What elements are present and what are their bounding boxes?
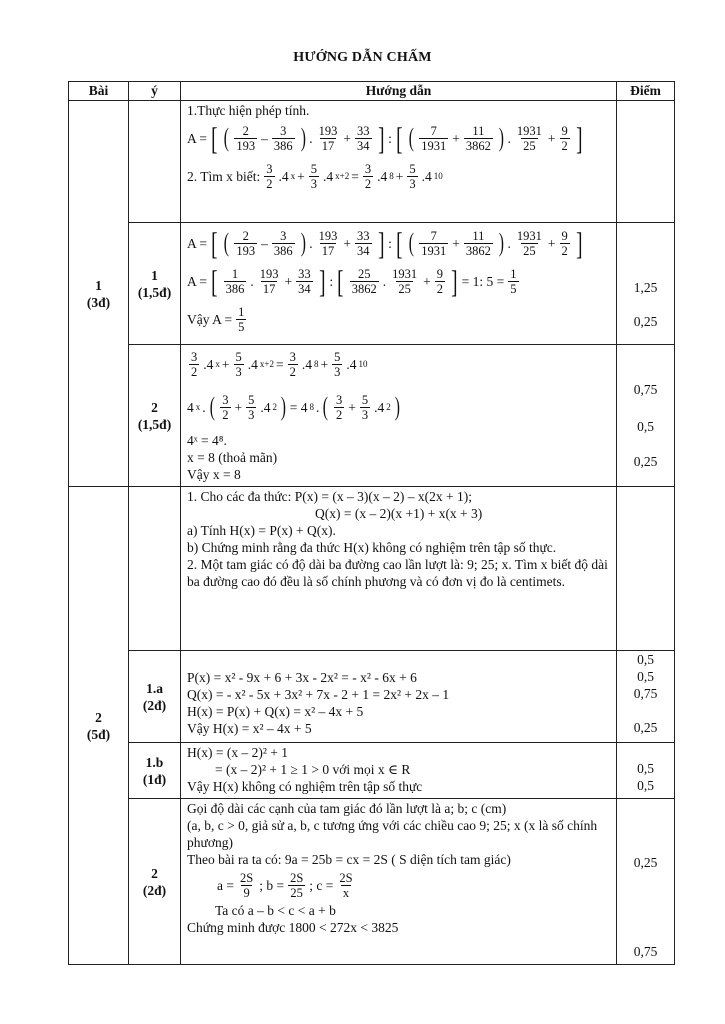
table-row <box>69 345 675 487</box>
guide-line: P(x) = x² - 9x + 6 + 3x - 2x² = - x² - 6x + 6 <box>187 670 417 685</box>
bai-points: (5đ) <box>86 726 111 742</box>
score-value: 0,75 <box>633 382 658 397</box>
y-1b-cell <box>129 743 181 799</box>
formula-label: A = <box>187 235 207 251</box>
y-1-cell <box>129 223 181 345</box>
y-points: (1đ) <box>142 771 167 787</box>
guide-line: Q(x) = - x² - 5x + 3x² + 7x - 2 + 1 = 2x² + 2x – 1 <box>187 687 450 702</box>
table-header-row <box>69 82 675 101</box>
guide-line: Ta có a – b < c < a + b <box>215 903 336 918</box>
score-value: 0,5 <box>637 778 654 793</box>
score-value: 0,25 <box>633 720 658 735</box>
guide-line: Gọi độ dài các cạnh của tam giác đó lần lượt là a; b; c (cm) <box>187 801 507 816</box>
guide-line: Vậy H(x) = x² – 4x + 5 <box>187 721 312 736</box>
guide-cell <box>181 345 617 487</box>
guide-line: 4ˣ = 4⁸. <box>187 433 227 448</box>
formula-A-simplified: A = [ $\frac{1}{386}$ . $\frac{193}{17}$ + $\frac{33}{34}$ ] : [ $\frac{25}{3862}$ . $\frac{1931}{25}$ + $\frac{9}{2}$ ] = 1: 5 = $\frac{1}{5}$ <box>187 263 517 299</box>
formula-A: A = [ ( $\frac{2}{193}$ – $\frac{3}{386}$ ) . $\frac{193}{17}$ + $\frac{33}{34}$ ] : [ ( $\frac{7}{1931}$ + $\frac{11}{3862}$ ) . $\frac{1931}{25}$ + $\frac{9}{2}$ ] <box>187 225 583 261</box>
guide-line: a) Tính H(x) = P(x) + Q(x). <box>187 523 336 538</box>
formula-result: = 1: 5 = <box>461 273 505 289</box>
header-huong-dan: Hướng dẫn <box>181 82 617 101</box>
guide-line: b) Chứng minh rằng đa thức H(x) không có nghiệm trên tập số thực. <box>187 540 557 555</box>
score-value: 0,25 <box>633 855 658 870</box>
score-cell <box>617 223 675 345</box>
bai-1-cell <box>69 101 129 487</box>
guide-line: (a, b, c > 0, giả sử a, b, c tương ứng với các chiều cao 9; 25; x (x là số chính phương) <box>187 818 598 850</box>
formula-factored: 4 x . ( $\frac{3}{2}$ + $\frac{5}{3}$ .4 2 ) = 4 8 . ( $\frac{3}{2}$ + $\frac{5}{3}$ .4 2 ) <box>187 392 400 422</box>
y-empty <box>129 487 181 651</box>
guide-line: 1. Cho các đa thức: P(x) = (x – 3)(x – 2) – x(2x + 1); <box>187 489 472 504</box>
answer-line: Vậy A = $\frac{1}{5}$ <box>187 304 245 334</box>
guide-line: Vậy x = 8 <box>187 467 241 482</box>
guide-line: H(x) = (x – 2)² + 1 <box>187 745 289 760</box>
table-row <box>69 101 675 223</box>
y-points: (2đ) <box>142 882 167 898</box>
score-value: 1,25 <box>633 280 658 295</box>
table-row <box>69 799 675 965</box>
y-points: (1,5đ) <box>137 284 172 300</box>
guide-line: 2. Tìm x biết: <box>187 168 261 184</box>
score-value: 0,25 <box>633 454 658 469</box>
score-cell <box>617 799 675 965</box>
score-value: 0,5 <box>637 652 654 667</box>
guide-cell <box>181 799 617 965</box>
guide-cell <box>181 101 617 223</box>
score-value: 0,5 <box>637 419 654 434</box>
score-value: 0,25 <box>633 314 658 329</box>
guide-line: Theo bài ra ta có: 9a = 25b = cx = 2S ( S diện tích tam giác) <box>187 852 511 867</box>
header-bai: Bài <box>69 82 129 101</box>
page-title: HƯỚNG DẪN CHẤM <box>293 50 432 65</box>
formula-x: $\frac{3}{2}$ .4 x + $\frac{5}{3}$ .4 x+2 = $\frac{3}{2}$ .4 8 + $\frac{5}{3}$ .4 10 <box>191 349 368 379</box>
answer-text: Vậy A = <box>187 311 233 327</box>
table-row <box>69 223 675 345</box>
formula-A: A = [ ( $\frac{2}{193}$ – $\frac{3}{386}$ ) . $\frac{193}{17}$ + $\frac{33}{34}$ ] : [ ( $\frac{7}{1931}$ + $\frac{11}{3862}$ ) . $\frac{1931}{25}$ + $\frac{9}{2}$ ] <box>187 120 583 156</box>
bai-2-cell <box>69 487 129 965</box>
score-empty <box>617 487 675 651</box>
header-diem: Điểm <box>617 82 675 101</box>
guide-line: Q(x) = (x – 2)(x +1) + x(x + 3) <box>315 506 483 521</box>
bai-points: (3đ) <box>86 294 111 310</box>
score-value: 0,75 <box>633 944 658 959</box>
score-value: 0,5 <box>637 669 654 684</box>
guide-line: 1.Thực hiện phép tính. <box>187 103 310 118</box>
formula-x: 2. Tìm x biết: $\frac{3}{2}$ .4 x + $\frac{5}{3}$ .4 x+2 = $\frac{3}{2}$ .4 8 + $\frac{5}{3}$ .4 10 <box>187 161 443 191</box>
guide-cell <box>181 487 617 651</box>
y-label: 1 <box>151 267 158 283</box>
grading-table <box>68 81 675 965</box>
formula-label: A = <box>187 130 207 146</box>
guide-line: Vậy H(x) không có nghiệm trên tập số thực <box>187 779 423 794</box>
y-points: (1,5đ) <box>137 416 172 432</box>
bai-number: 1 <box>95 277 102 293</box>
table-row <box>69 651 675 743</box>
y-label: 1.b <box>145 754 164 770</box>
guide-cell <box>181 223 617 345</box>
y-empty <box>129 101 181 223</box>
score-cell <box>617 743 675 799</box>
guide-line: = (x – 2)² + 1 ≥ 1 > 0 với mọi x ∈ R <box>215 762 411 777</box>
formula-sides: a = $\frac{2S}{9}$ ; b = $\frac{2S}{25}$ ; c = $\frac{2S}{x}$ <box>217 870 353 900</box>
y-2-cell <box>129 345 181 487</box>
bai-number: 2 <box>95 709 102 725</box>
guide-line: x = 8 (thoả mãn) <box>187 450 278 465</box>
table-row <box>69 487 675 651</box>
y-label: 1.a <box>146 680 163 696</box>
y-label: 2 <box>151 865 158 881</box>
header-y: ý <box>129 82 181 101</box>
y-1a-cell <box>129 651 181 743</box>
table-row <box>69 743 675 799</box>
guide-line: Chứng minh được 1800 < 272x < 3825 <box>187 920 399 935</box>
formula-label: A = <box>187 273 207 289</box>
y-label: 2 <box>151 399 158 415</box>
score-cell <box>617 345 675 487</box>
y-points: (2đ) <box>142 697 167 713</box>
score-value: 0,5 <box>637 761 654 776</box>
score-empty <box>617 101 675 223</box>
guide-cell <box>181 651 617 743</box>
guide-line: 2. Một tam giác có độ dài ba đường cao lần lượt là: 9; 25; x. Tìm x biết độ dài ba đường cao đó đều là số chính phương và có đơn vị đo là centimets. <box>187 557 608 589</box>
score-cell <box>617 651 675 743</box>
y-2-cell <box>129 799 181 965</box>
guide-line: H(x) = P(x) + Q(x) = x² – 4x + 5 <box>187 704 364 719</box>
guide-cell <box>181 743 617 799</box>
score-value: 0,75 <box>633 686 658 701</box>
